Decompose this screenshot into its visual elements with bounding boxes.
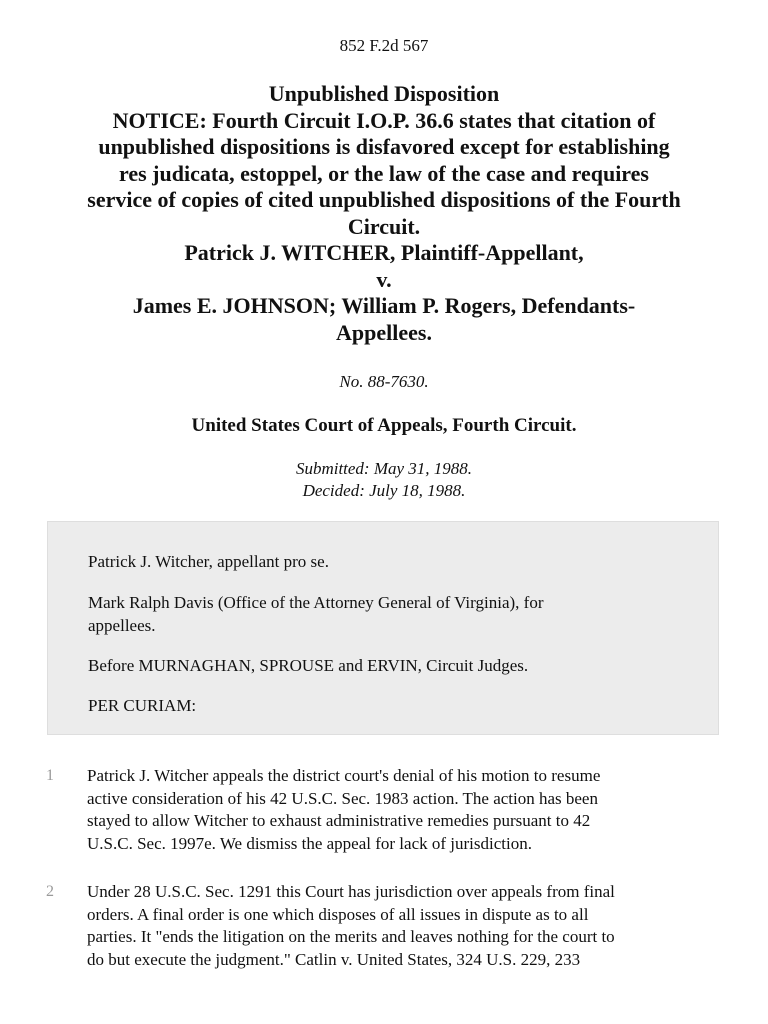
notice-line: Circuit. [347, 213, 421, 239]
decided-date: Decided: July 18, 1988. [302, 481, 466, 500]
docket-number: No. 88-7630. [339, 372, 429, 391]
notice-line: unpublished dispositions is disfavored except for establishing [98, 134, 670, 159]
notice-line: service of copies of cited unpublished dispositions of the Fourth [87, 187, 681, 212]
paragraph-line: do but execute the judgment." Catlin v. United States, 324 U.S. 229, 233 [87, 949, 581, 969]
paragraph-line: U.S.C. Sec. 1997e. We dismiss the appeal for lack of jurisdiction. [87, 833, 532, 853]
paragraph-line: orders. A final order is one which disposes of all issues in dispute as to all [87, 904, 589, 924]
court-name: United States Court of Appeals, Fourth Circuit. [191, 415, 577, 436]
paragraph-line: parties. It "ends the litigation on the merits and leaves nothing for the court to [87, 927, 615, 946]
judges-panel: Before MURNAGHAN, SPROUSE and ERVIN, Circuit Judges. [88, 656, 529, 675]
notice-line: NOTICE: Fourth Circuit I.O.P. 36.6 states that citation of [112, 107, 656, 133]
appellee-party: James E. JOHNSON; William P. Rogers, Defendants- [132, 293, 636, 318]
per-curiam-label: PER CURIAM: [88, 696, 197, 715]
submitted-date: Submitted: May 31, 1988. [295, 459, 473, 478]
case-title-block [40, 81, 728, 346]
paragraph-line: stayed to allow Witcher to exhaust administrative remedies pursuant to 42 [87, 811, 591, 830]
paragraph-number: 2 [46, 883, 54, 900]
paragraph-line: active consideration of his 42 U.S.C. Sec. 1983 action. The action has been [87, 788, 598, 808]
appellees-counsel-line: Mark Ralph Davis (Office of the Attorney General of Virginia), for [88, 593, 544, 612]
appellant-counsel: Patrick J. Witcher, appellant pro se. [88, 552, 329, 571]
notice-line: res judicata, estoppel, or the law of the case and requires [118, 160, 649, 186]
paragraph-text [87, 765, 727, 855]
appellees-counsel-line: appellees. [88, 616, 156, 635]
appellee-party: Appellees. [336, 319, 432, 345]
appellant-party: Patrick J. WITCHER, Plaintiff-Appellant, [184, 240, 584, 265]
paragraph-line: Patrick J. Witcher appeals the district court's denial of his motion to resume [87, 766, 601, 785]
case-dates [0, 458, 768, 502]
paragraph-text [87, 881, 727, 971]
paragraph-line: Under 28 U.S.C. Sec. 1291 this Court has jurisdiction over appeals from final [87, 882, 615, 901]
reporter-citation: 852 F.2d 567 [339, 36, 429, 55]
counsel-panel [47, 521, 719, 735]
disposition-heading: Unpublished Disposition [268, 81, 500, 106]
versus-label: v. [376, 266, 392, 292]
paragraph-number: 1 [46, 767, 54, 784]
